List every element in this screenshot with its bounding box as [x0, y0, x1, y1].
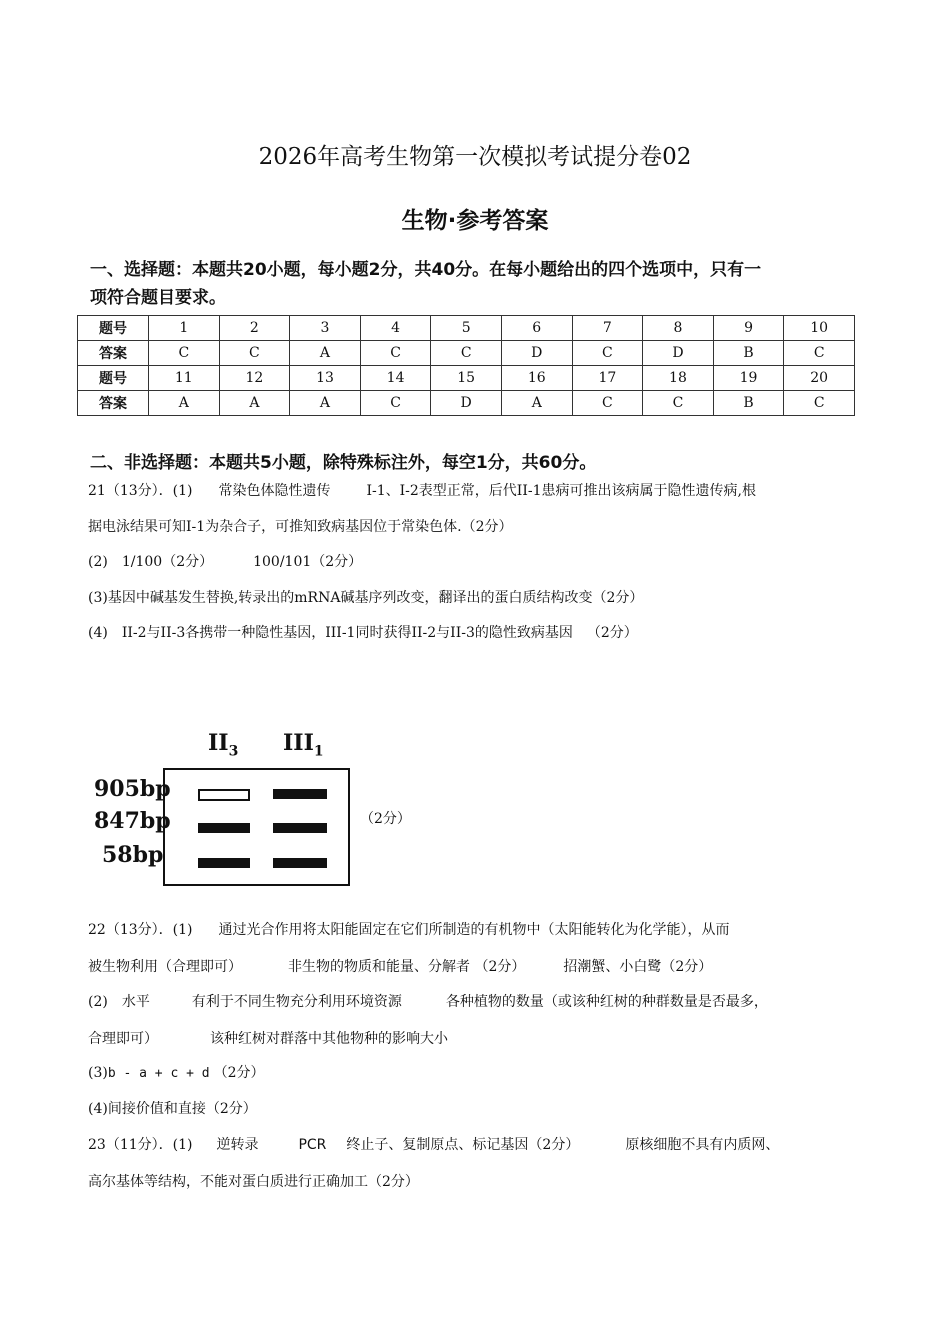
- band-II3-58: [198, 858, 250, 868]
- table-cell: 1: [149, 316, 220, 341]
- gel-score: （2分）: [360, 811, 411, 827]
- q21-line-3: (2) 1/100（2分） 100/101（2分）: [88, 554, 363, 570]
- table-cell: C: [784, 341, 855, 366]
- q23-line-1: 23（11分）．(1) 逆转录 PCR 终止子、复制原点、标记基因（2分） 原核细胞不具有内质网、: [88, 1137, 780, 1153]
- gel-lane-label-II3: $II_3$: [208, 730, 239, 760]
- band-III1-847: [273, 823, 327, 833]
- table-cell: C: [431, 341, 502, 366]
- table-cell: D: [431, 391, 502, 416]
- table-cell: C: [643, 391, 714, 416]
- table-cell: C: [360, 341, 431, 366]
- q21-line-2: 据电泳结果可知I-1为杂合子，可推知致病基因位于常染色体.（2分）: [88, 519, 513, 535]
- table-cell: 8: [643, 316, 714, 341]
- q22-line-2: 被生物利用（合理即可） 非生物的物质和能量、分解者 （2分） 招潮蟹、小白鹭（2分）: [88, 959, 713, 975]
- table-cell: 4: [360, 316, 431, 341]
- q21-line-4: (3)基因中碱基发生替换,转录出的mRNA碱基序列改变，翻译出的蛋白质结构改变（2分）: [88, 590, 644, 606]
- table-cell: 18: [643, 366, 714, 391]
- band-II3-847: [198, 823, 250, 833]
- table-cell: 19: [713, 366, 784, 391]
- table-cell: D: [501, 341, 572, 366]
- section2-heading: 二、非选择题：本题共5小题，除特殊标注外，每空1分，共60分。: [90, 453, 597, 473]
- table-cell: 20: [784, 366, 855, 391]
- q22-line-6: (4)间接价值和直接（2分）: [88, 1101, 257, 1117]
- answer-table: [77, 315, 855, 416]
- table-cell: C: [784, 391, 855, 416]
- band-III1-905: [273, 789, 327, 799]
- table-row: [78, 366, 855, 391]
- table-cell: 12: [219, 366, 290, 391]
- table-cell: C: [219, 341, 290, 366]
- band-III1-58: [273, 858, 327, 868]
- table-cell: C: [149, 341, 220, 366]
- table-cell: C: [572, 391, 643, 416]
- q22-line-3: (2) 水平 有利于不同生物充分利用环境资源 各种植物的数量（或该种红树的种群数量是否最多，: [88, 994, 768, 1010]
- table-cell: A: [219, 391, 290, 416]
- band-II3-905: [198, 789, 250, 801]
- q22-line-5: (3)b - a + c + d （2分）: [88, 1065, 265, 1081]
- table-cell: A: [149, 391, 220, 416]
- table-cell: A: [501, 391, 572, 416]
- table-cell: 10: [784, 316, 855, 341]
- band-label-847: 847bp: [94, 808, 171, 834]
- q21-line-5: (4) II-2与II-3各携带一种隐性基因，III-1同时获得II-2与II-3的隐性致病基因 （2分）: [88, 625, 638, 641]
- table-row: [78, 316, 855, 341]
- table-cell: 9: [713, 316, 784, 341]
- q21-line-1: 21（13分）．(1) 常染色体隐性遗传 I-1、I-2表型正常，后代II-1患病可推出该病属于隐性遗传病,根: [88, 483, 756, 499]
- table-cell: 5: [431, 316, 502, 341]
- table-cell: 13: [290, 366, 361, 391]
- table-cell: B: [713, 391, 784, 416]
- table-cell: 7: [572, 316, 643, 341]
- q22-line-4: 合理即可） 该种红树对群落中其他物种的影响大小: [88, 1031, 448, 1047]
- table-cell: C: [572, 341, 643, 366]
- table-row: [78, 391, 855, 416]
- table-cell: 题号: [78, 316, 149, 341]
- table-cell: 2: [219, 316, 290, 341]
- table-cell: 17: [572, 366, 643, 391]
- table-cell: C: [360, 391, 431, 416]
- table-row: [78, 341, 855, 366]
- page-title: 2026年高考生物第一次模拟考试提分卷02: [258, 144, 692, 170]
- section1-heading: 一、选择题：本题共20小题，每小题2分，共40分。在每小题给出的四个选项中，只有一 项符合题目要求。: [90, 260, 762, 308]
- table-cell: A: [290, 341, 361, 366]
- q23-line-2: 高尔基体等结构，不能对蛋白质进行正确加工（2分）: [88, 1174, 419, 1190]
- table-cell: 16: [501, 366, 572, 391]
- band-label-905: 905bp: [94, 776, 171, 802]
- table-cell: 15: [431, 366, 502, 391]
- table-cell: A: [290, 391, 361, 416]
- table-cell: 答案: [78, 341, 149, 366]
- band-label-58: 58bp: [102, 842, 164, 868]
- table-cell: 3: [290, 316, 361, 341]
- table-cell: 6: [501, 316, 572, 341]
- gel-lane-label-III1: $III_1$: [283, 730, 324, 760]
- page-subtitle: 生物·参考答案: [401, 208, 549, 234]
- table-cell: D: [643, 341, 714, 366]
- table-cell: B: [713, 341, 784, 366]
- table-cell: 11: [149, 366, 220, 391]
- table-cell: 14: [360, 366, 431, 391]
- q22-line-1: 22（13分）．(1) 通过光合作用将太阳能固定在它们所制造的有机物中（太阳能转化为化学能），从而: [88, 922, 730, 938]
- table-cell: 答案: [78, 391, 149, 416]
- table-cell: 题号: [78, 366, 149, 391]
